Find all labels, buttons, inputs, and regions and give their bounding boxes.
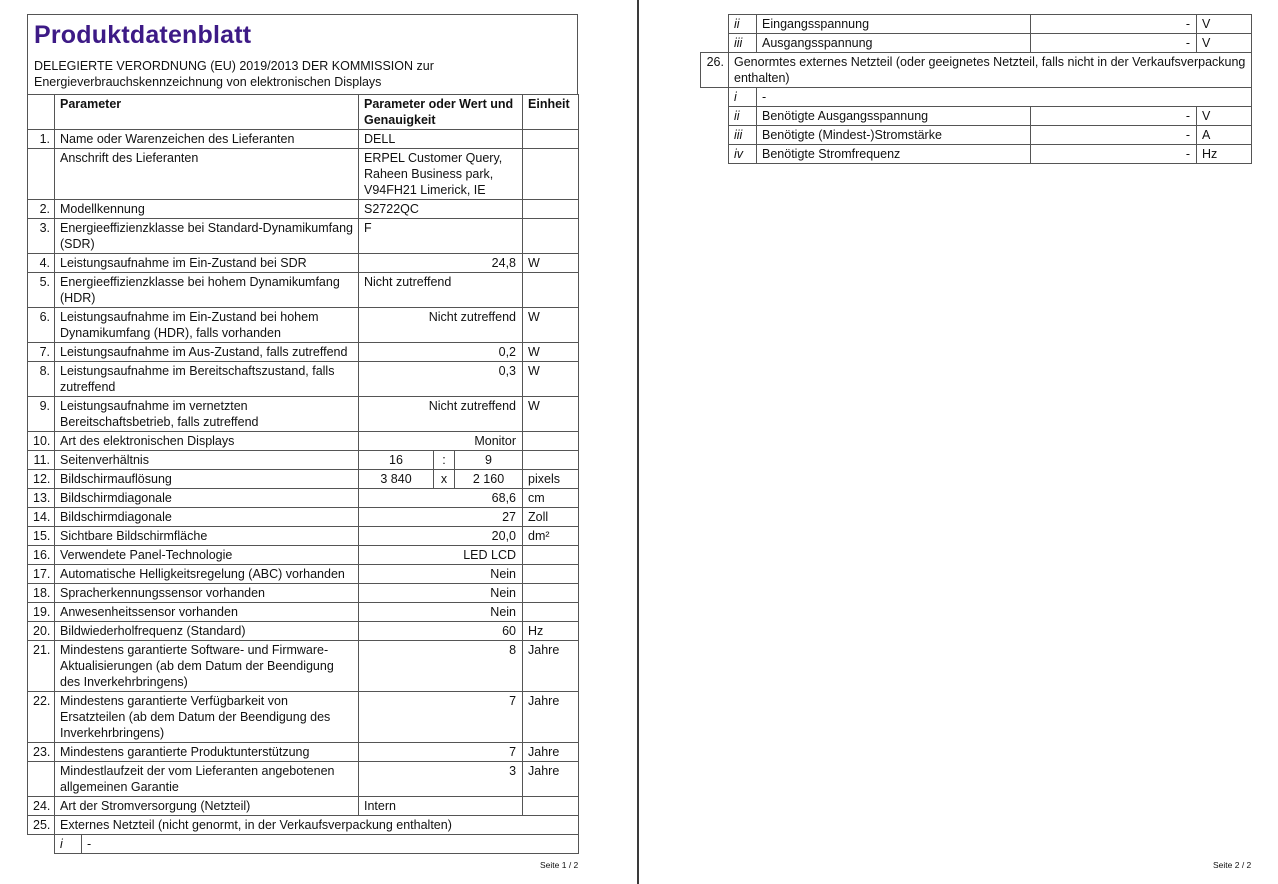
row-value: 60	[359, 622, 523, 641]
resolution-width: 3 840	[359, 470, 434, 489]
table-row	[28, 603, 579, 622]
subrow-label: Ausgangsspannung	[757, 34, 1031, 53]
row-number: 17.	[28, 565, 55, 584]
row-number: 11.	[28, 451, 55, 470]
row-value: 7	[359, 692, 523, 743]
row-number	[28, 149, 55, 200]
ratio-height: 9	[455, 451, 523, 470]
subrow-unit: A	[1197, 126, 1252, 145]
page-number-1: Seite 1 / 2	[540, 860, 579, 870]
subrow-value: -	[1031, 34, 1197, 53]
row-value: 0,2	[359, 343, 523, 362]
subrow-unit: V	[1197, 107, 1252, 126]
row-value: Nicht zutreffend	[359, 308, 523, 343]
row-unit: Jahre	[523, 762, 579, 797]
row-value: F	[359, 219, 523, 254]
subrow-label: Benötigte (Mindest-)Stromstärke	[757, 126, 1031, 145]
row-number: 19.	[28, 603, 55, 622]
row-value: Intern	[359, 797, 523, 816]
table-row	[28, 470, 579, 489]
table-row	[28, 622, 579, 641]
row-label: Art der Stromversorgung (Netzteil)	[55, 797, 359, 816]
row-number: 7.	[28, 343, 55, 362]
subrow-unit: V	[1197, 15, 1252, 34]
table-row	[28, 584, 579, 603]
row-unit: W	[523, 362, 579, 397]
row-label: Bildschirmdiagonale	[55, 489, 359, 508]
ratio-width: 16	[359, 451, 434, 470]
row-label: Anwesenheitssensor vorhanden	[55, 603, 359, 622]
row-number: 10.	[28, 432, 55, 451]
page-2	[700, 14, 1251, 164]
row-unit	[523, 451, 579, 470]
row-number	[28, 762, 55, 797]
table-row	[28, 641, 579, 692]
subrow-value: -	[82, 835, 579, 854]
row-unit: Jahre	[523, 692, 579, 743]
subrow-unit: Hz	[1197, 145, 1252, 164]
row-unit: W	[523, 254, 579, 273]
row-label: Mindestens garantierte Verfügbarkeit von Ersatzteilen (ab dem Datum der Beendigung des Inverkehrbringens)	[55, 692, 359, 743]
row-label: Sichtbare Bildschirmfläche	[55, 527, 359, 546]
page-number-2: Seite 2 / 2	[1213, 860, 1252, 870]
table-row	[701, 15, 1252, 34]
row-number: 25.	[28, 816, 55, 835]
row-unit: W	[523, 343, 579, 362]
row-unit: W	[523, 397, 579, 432]
row-label: Anschrift des Lieferanten	[55, 149, 359, 200]
table-row	[28, 692, 579, 743]
row-label: Leistungsaufnahme im Ein-Zustand bei SDR	[55, 254, 359, 273]
row-label: Energieeffizienzklasse bei Standard-Dynamikumfang (SDR)	[55, 219, 359, 254]
table-row	[701, 34, 1252, 53]
subrow-roman: ii	[729, 15, 757, 34]
row-value: Nein	[359, 603, 523, 622]
table-row	[28, 343, 579, 362]
row-label: Name oder Warenzeichen des Lieferanten	[55, 130, 359, 149]
row-unit	[523, 432, 579, 451]
row-number: 14.	[28, 508, 55, 527]
table-row	[701, 107, 1252, 126]
subrow-label: Benötigte Ausgangsspannung	[757, 107, 1031, 126]
row-unit: pixels	[523, 470, 579, 489]
row-label: Seitenverhältnis	[55, 451, 359, 470]
table-row	[28, 743, 579, 762]
subrow-value: -	[757, 88, 1252, 107]
row-label: Leistungsaufnahme im vernetzten Bereitschaftsbetrieb, falls zutreffend	[55, 397, 359, 432]
row-value: 7	[359, 743, 523, 762]
row-label: Mindestens garantierte Software- und Firmware-Aktualisierungen (ab dem Datum der Beendigung des Inverkehrbringens)	[55, 641, 359, 692]
row-label: Automatische Helligkeitsregelung (ABC) vorhanden	[55, 565, 359, 584]
row-value: 0,3	[359, 362, 523, 397]
title-block	[27, 14, 578, 94]
subrow-unit: V	[1197, 34, 1252, 53]
row-number: 15.	[28, 527, 55, 546]
row-number: 21.	[28, 641, 55, 692]
row-label: Modellkennung	[55, 200, 359, 219]
row-value: 27	[359, 508, 523, 527]
row-number: 12.	[28, 470, 55, 489]
row-value: 3	[359, 762, 523, 797]
row-unit	[523, 219, 579, 254]
row-unit	[523, 200, 579, 219]
table-row	[28, 219, 579, 254]
row-value: Nicht zutreffend	[359, 273, 523, 308]
row-label: Externes Netzteil (nicht genormt, in der Verkaufsverpackung enthalten)	[55, 816, 579, 835]
table-row	[28, 362, 579, 397]
row-value: ERPEL Customer Query, Raheen Business park, V94FH21 Limerick, IE	[359, 149, 523, 200]
resolution-height: 2 160	[455, 470, 523, 489]
row-number: 3.	[28, 219, 55, 254]
table-row	[701, 88, 1252, 107]
header-unit: Einheit	[523, 95, 579, 130]
row-unit	[523, 797, 579, 816]
row-unit	[523, 546, 579, 565]
row-number: 23.	[28, 743, 55, 762]
table-row	[701, 145, 1252, 164]
row-unit: Zoll	[523, 508, 579, 527]
table-row	[28, 451, 579, 470]
resolution-separator: x	[434, 470, 455, 489]
page-1	[27, 14, 578, 854]
continuation-table	[700, 14, 1252, 164]
table-row	[28, 273, 579, 308]
row-number: 2.	[28, 200, 55, 219]
row-number: 8.	[28, 362, 55, 397]
row-value: Nicht zutreffend	[359, 397, 523, 432]
row-number: 4.	[28, 254, 55, 273]
row-unit	[523, 565, 579, 584]
row-number: 5.	[28, 273, 55, 308]
table-row	[28, 527, 579, 546]
page-divider	[637, 0, 639, 884]
header-parameter: Parameter	[55, 95, 359, 130]
table-row	[28, 308, 579, 343]
table-row	[28, 835, 579, 854]
row-value: LED LCD	[359, 546, 523, 565]
row-number: 6.	[28, 308, 55, 343]
ratio-separator: :	[434, 451, 455, 470]
subrow-label: Eingangsspannung	[757, 15, 1031, 34]
subrow-value: -	[1031, 126, 1197, 145]
table-row	[28, 397, 579, 432]
table-row	[701, 126, 1252, 145]
row-label: Verwendete Panel-Technologie	[55, 546, 359, 565]
row-value: Nein	[359, 565, 523, 584]
row-number: 16.	[28, 546, 55, 565]
table-row	[28, 816, 579, 835]
table-row	[28, 254, 579, 273]
row-label: Energieeffizienzklasse bei hohem Dynamikumfang (HDR)	[55, 273, 359, 308]
subrow-value: -	[1031, 15, 1197, 34]
row-unit: cm	[523, 489, 579, 508]
subrow-roman: iii	[729, 126, 757, 145]
row-number: 24.	[28, 797, 55, 816]
row-number: 26.	[701, 53, 729, 88]
row-unit: Jahre	[523, 743, 579, 762]
row-label: Bildschirmdiagonale	[55, 508, 359, 527]
document-title: Produktdatenblatt	[34, 21, 252, 49]
regulation-subtitle: DELEGIERTE VERORDNUNG (EU) 2019/2013 DER KOMMISSION zur Energieverbrauchskennzeichnung von elektronischen Displays	[34, 59, 434, 89]
subrow-roman: iv	[729, 145, 757, 164]
row-number: 18.	[28, 584, 55, 603]
subrow-value: -	[1031, 145, 1197, 164]
table-row	[28, 565, 579, 584]
row-label: Mindestens garantierte Produktunterstützung	[55, 743, 359, 762]
row-number: 1.	[28, 130, 55, 149]
table-row	[28, 149, 579, 200]
row-unit: Hz	[523, 622, 579, 641]
row-value: 20,0	[359, 527, 523, 546]
table-row	[28, 508, 579, 527]
subrow-roman: i	[55, 835, 82, 854]
row-label: Leistungsaufnahme im Bereitschaftszustand, falls zutreffend	[55, 362, 359, 397]
row-unit: Jahre	[523, 641, 579, 692]
subrow-roman: i	[729, 88, 757, 107]
row-number: 13.	[28, 489, 55, 508]
row-value: Nein	[359, 584, 523, 603]
row-unit	[523, 130, 579, 149]
row-value: 24,8	[359, 254, 523, 273]
table-row	[28, 200, 579, 219]
subrow-roman: ii	[729, 107, 757, 126]
table-row	[28, 546, 579, 565]
row-label: Bildwiederholfrequenz (Standard)	[55, 622, 359, 641]
table-row	[28, 432, 579, 451]
header-value: Parameter oder Wert und Genauigkeit	[359, 95, 523, 130]
row-value: DELL	[359, 130, 523, 149]
row-unit	[523, 603, 579, 622]
row-value: S2722QC	[359, 200, 523, 219]
row-value: Monitor	[359, 432, 523, 451]
row-label: Genormtes externes Netzteil (oder geeignetes Netzteil, falls nicht in der Verkaufsverpackung enthalten)	[729, 53, 1252, 88]
row-label: Art des elektronischen Displays	[55, 432, 359, 451]
table-header	[28, 95, 579, 130]
subrow-roman: iii	[729, 34, 757, 53]
row-unit: dm²	[523, 527, 579, 546]
product-data-table	[27, 94, 579, 854]
row-value: 8	[359, 641, 523, 692]
row-unit: W	[523, 308, 579, 343]
table-row	[28, 762, 579, 797]
row-unit	[523, 149, 579, 200]
table-row	[28, 130, 579, 149]
subrow-value: -	[1031, 107, 1197, 126]
row-label: Leistungsaufnahme im Aus-Zustand, falls zutreffend	[55, 343, 359, 362]
row-number: 9.	[28, 397, 55, 432]
row-label: Bildschirmauflösung	[55, 470, 359, 489]
row-value: 68,6	[359, 489, 523, 508]
table-row	[701, 53, 1252, 88]
row-number: 20.	[28, 622, 55, 641]
subrow-label: Benötigte Stromfrequenz	[757, 145, 1031, 164]
row-label: Mindestlaufzeit der vom Lieferanten angebotenen allgemeinen Garantie	[55, 762, 359, 797]
row-number: 22.	[28, 692, 55, 743]
row-unit	[523, 273, 579, 308]
row-unit	[523, 584, 579, 603]
row-label: Spracherkennungssensor vorhanden	[55, 584, 359, 603]
table-row	[28, 489, 579, 508]
row-label: Leistungsaufnahme im Ein-Zustand bei hohem Dynamikumfang (HDR), falls vorhanden	[55, 308, 359, 343]
table-row	[28, 797, 579, 816]
